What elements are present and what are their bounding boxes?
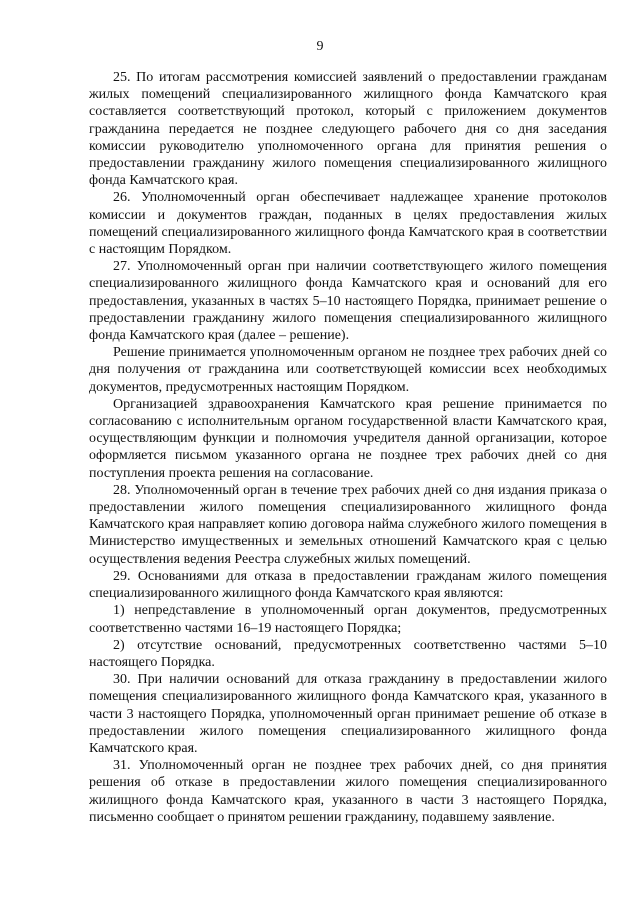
paragraph-25: 25. По итогам рассмотрения комиссией заявлений о предоставлении гражданам жилых помещений специализированного жилищного фонда Камчатского края составляется соответствующий протокол, который с приложением документов гражданина передается не позднее следующего рабочего дня со дня заседания комиссии руководителю уполномоченного органа для принятия решения о предоставлении гражданину жилого помещения специализированного жилищного фонда Камчатского края. <box>89 70 607 189</box>
paragraph-31: 31. Уполномоченный орган не позднее трех рабочих дней, со дня принятия решения об отказе в предоставлении жилого помещения специализированного жилищного фонда Камчатского края, указанного в части 3 настоящего Порядка, письменно сообщает о принятом решении гражданину, подавшему заявление. <box>89 758 607 825</box>
paragraph-27-decision-deadline: Решение принимается уполномоченным органом не позднее трех рабочих дней со дня получения от гражданина или соответствующей комиссии всех необходимых документов, предусмотренных настоящим Порядком. <box>89 345 607 395</box>
document-body <box>89 69 607 826</box>
paragraph-29: 29. Основаниями для отказа в предоставлении гражданам жилого помещения специализированного жилищного фонда Камчатского края являются: <box>89 568 607 602</box>
paragraph-27-healthcare-approval: Организацией здравоохранения Камчатского края решение принимается по согласованию с исполнительным органом государственной власти Камчатского края, осуществляющим функции и полномочия учредителя данной организации, которое оформляется письмом указанного органа не позднее трех рабочих дней со дня поступления проекта решения на согласование. <box>89 396 607 481</box>
paragraph-27: 27. Уполномоченный орган при наличии соответствующего жилого помещения специализированного жилищного фонда Камчатского края и оснований для его предоставления, указанных в частях 5–10 настоящего Порядка, принимает решение о предоставлении гражданину жилого помещения специализированного жилищного фонда Камчатского края (далее – решение). <box>89 259 607 344</box>
paragraph-30: 30. При наличии оснований для отказа гражданину в предоставлении жилого помещения специализированного жилищного фонда Камчатского края, указанного в части 3 настоящего Порядка, уполномоченный орган принимает решение об отказе в предоставлении жилого помещения специализированного жилищного фонда Камчатского края. <box>89 672 607 756</box>
page-number: 9 <box>316 39 324 54</box>
list-item-2: 2) отсутствие оснований, предусмотренных соответственно частями 5–10 настоящего Порядка. <box>89 637 607 670</box>
paragraph-28: 28. Уполномоченный орган в течение трех рабочих дней со дня издания приказа о предоставлении жилого помещения специализированного жилищного фонда Камчатского края направляет копию договора найма служебного жилого помещения в Министерство имущественных и земельных отношений Камчатского края с целью осуществления ведения Реестра служебных жилых помещений. <box>89 482 607 567</box>
list-item-1: 1) непредставление в уполномоченный орган документов, предусмотренных соответственно частями 16–19 настоящего Порядка; <box>89 603 607 636</box>
paragraph-26: 26. Уполномоченный орган обеспечивает надлежащее хранение протоколов комиссии и документов граждан, поданных в целях предоставления жилых помещений специализированного жилищного фонда Камчатского края в соответствии с настоящим Порядком. <box>89 190 607 258</box>
